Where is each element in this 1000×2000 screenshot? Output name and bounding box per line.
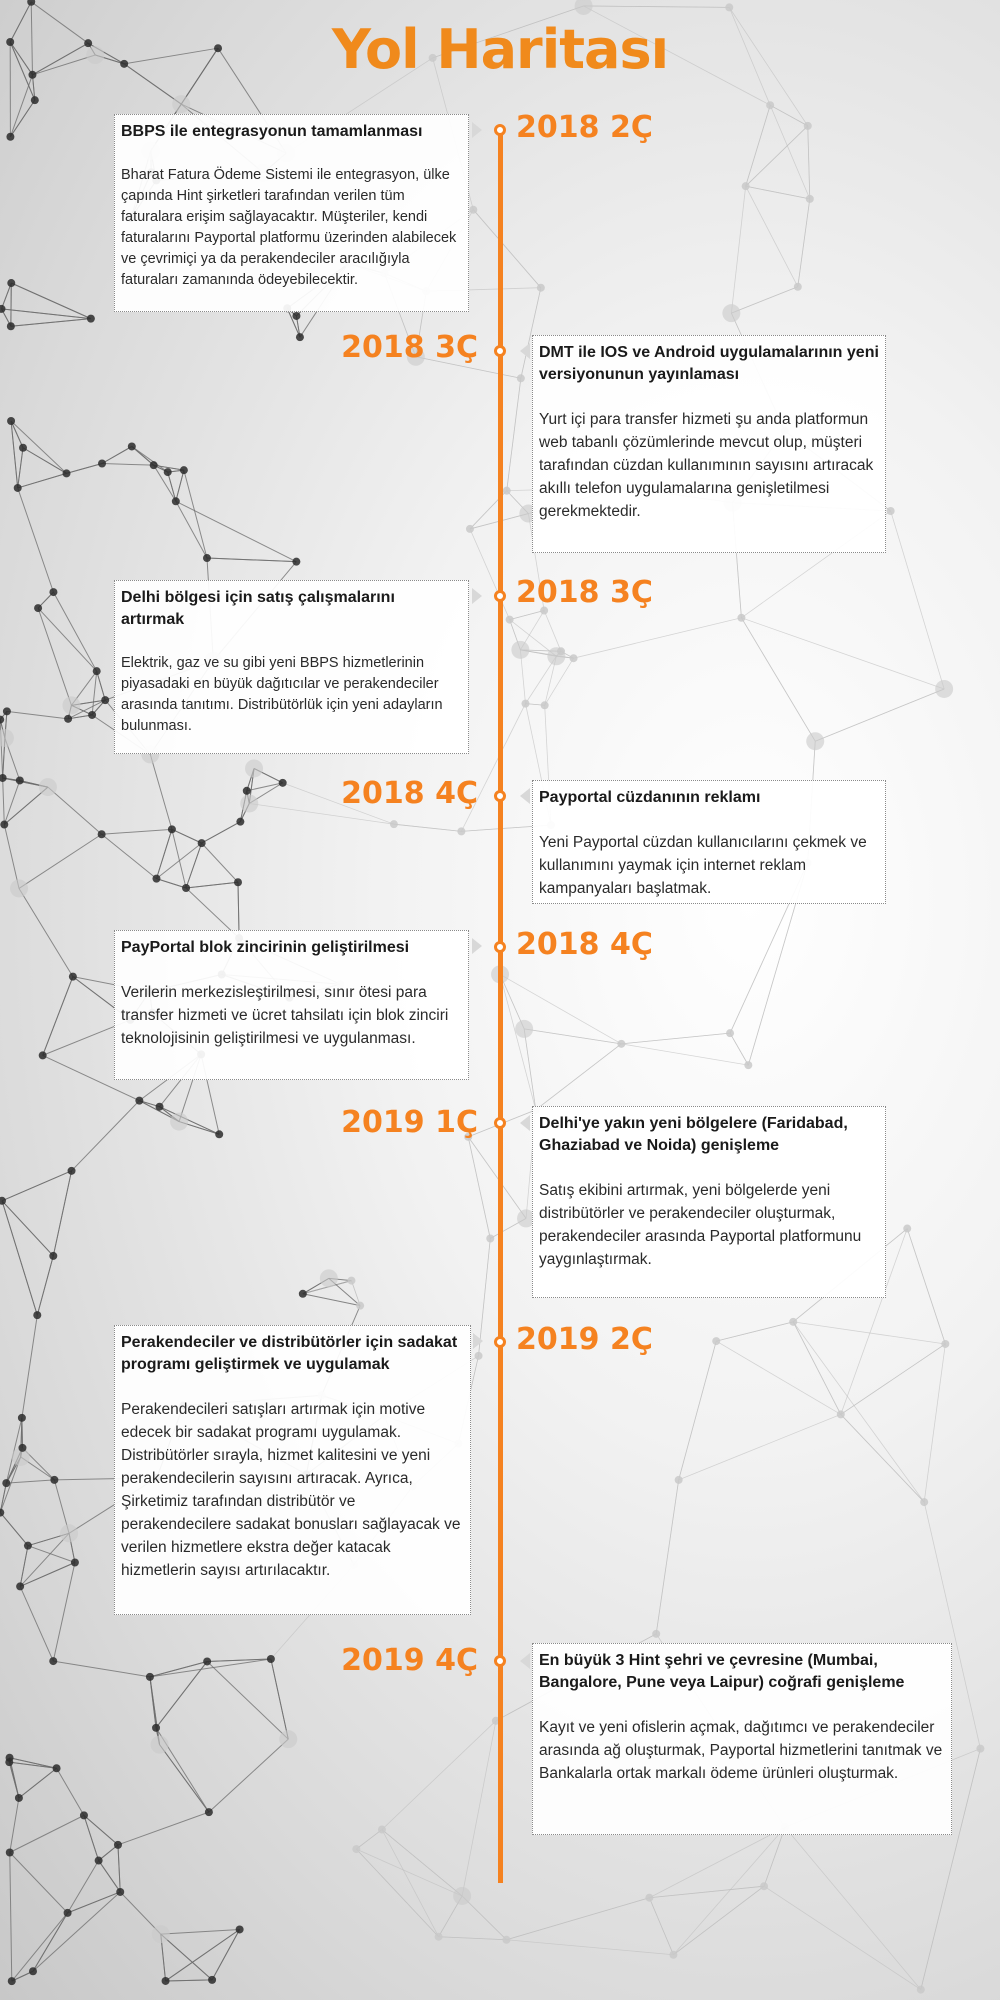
milestone-date: 2018 3Ç bbox=[516, 575, 653, 610]
milestone-card bbox=[114, 930, 469, 1080]
connector-arrow-icon bbox=[472, 122, 482, 138]
milestone-card bbox=[114, 114, 469, 312]
milestone-body: Yeni Payportal cüzdan kullanıcılarını çekmek ve kullanımını yaymak için internet reklam kampanyaları başlatmak. bbox=[539, 834, 867, 897]
timeline-node bbox=[494, 345, 506, 357]
page-title: Yol Haritası bbox=[331, 18, 669, 81]
connector-arrow-icon bbox=[472, 588, 482, 604]
connector-arrow-icon bbox=[520, 788, 530, 804]
timeline-node bbox=[494, 1117, 506, 1129]
milestone-heading: BBPS ile entegrasyonun tamamlanması bbox=[121, 123, 423, 140]
milestone-card bbox=[114, 580, 469, 754]
milestone-date: 2019 2Ç bbox=[516, 1322, 653, 1357]
milestone-heading: Delhi bölgesi için satış çalışmalarını artırmak bbox=[121, 589, 395, 628]
connector-arrow-icon bbox=[520, 1115, 530, 1131]
milestone-heading: DMT ile IOS ve Android uygulamalarının yeni versiyonunun yayınlaması bbox=[539, 344, 879, 383]
milestone-heading: Payportal cüzdanının reklamı bbox=[539, 789, 761, 806]
milestone-body: Satış ekibini artırmak, yeni bölgelerde yeni distribütörler ve perakendeciler oluşturmak, perakendeciler arasında Payportal platformunu yaygınlaştırmak. bbox=[539, 1182, 862, 1268]
milestone-date: 2018 2Ç bbox=[516, 110, 653, 145]
milestone-date: 2018 4Ç bbox=[341, 776, 478, 811]
milestone-body: Kayıt ve yeni ofislerin açmak, dağıtımcı ve perakendeciler arasında ağ oluşturmak, Payportal hizmetlerini tanıtmak ve Bankalarla ortak markalı ödeme ürünleri oluşturmak. bbox=[539, 1719, 943, 1782]
connector-arrow-icon bbox=[520, 343, 530, 359]
milestone-body: Verilerin merkezisleştirilmesi, sınır ötesi para transfer hizmeti ve ücret tahsilatı için blok zinciri teknolojisinin geliştirilmesi ve uygulanması. bbox=[121, 984, 449, 1047]
timeline-line bbox=[498, 128, 503, 1883]
milestone-date: 2019 1Ç bbox=[341, 1105, 478, 1140]
milestone-card bbox=[114, 1325, 471, 1615]
milestone-card bbox=[532, 1106, 886, 1298]
milestone-body: Yurt içi para transfer hizmeti şu anda platformun web tabanlı çözümlerinde mevcut olup, müşteri tarafından cüzdan kullanımının sayısını artıracak akıllı telefon uygulamalarına genişletilmesi gerekmektedir. bbox=[539, 411, 874, 520]
milestone-body: Elektrik, gaz ve su gibi yeni BBPS hizmetlerinin piyasadaki en büyük dağıtıcılar ve perakendeciler arasında tanıtımı. Distribütörlük için yeni adayların bulunması. bbox=[121, 655, 443, 734]
connector-arrow-icon bbox=[520, 1653, 530, 1669]
timeline-node bbox=[494, 124, 506, 136]
connector-arrow-icon bbox=[473, 1333, 483, 1349]
milestone-heading: Perakendeciler ve distribütörler için sadakat programı geliştirmek ve uygulamak bbox=[121, 1334, 458, 1373]
connector-arrow-icon bbox=[472, 938, 482, 954]
milestone-date: 2019 4Ç bbox=[341, 1643, 478, 1678]
milestone-heading: PayPortal blok zincirinin geliştirilmesi bbox=[121, 939, 410, 956]
timeline-node bbox=[494, 941, 506, 953]
milestone-body: Bharat Fatura Ödeme Sistemi ile entegrasyon, ülke çapında Hint şirketleri tarafından verilen tüm faturalara erişim sağlayacaktır. Müşteriler, kendi faturalarını Payportal platformu üzerinden alabilecek ve çevrimiçi ya da perakendeciler aracılığıyla faturaları zamanında ödeyebilecektir. bbox=[121, 167, 457, 288]
milestone-date: 2018 3Ç bbox=[341, 330, 478, 365]
milestone-card bbox=[532, 335, 886, 553]
milestone-heading: Delhi'ye yakın yeni bölgelere (Faridabad, Ghaziabad ve Noida) genişleme bbox=[539, 1115, 848, 1154]
milestone-card bbox=[532, 780, 886, 904]
milestone-date: 2018 4Ç bbox=[516, 927, 653, 962]
timeline-node bbox=[494, 590, 506, 602]
timeline-node bbox=[494, 1336, 506, 1348]
timeline-node bbox=[494, 1655, 506, 1667]
milestone-card bbox=[532, 1643, 952, 1835]
milestone-heading: En büyük 3 Hint şehri ve çevresine (Mumbai, Bangalore, Pune veya Laipur) coğrafi genişleme bbox=[539, 1652, 905, 1691]
timeline-node bbox=[494, 790, 506, 802]
milestone-body: Perakendecileri satışları artırmak için motive edecek bir sadakat programı uygulamak. Distribütörler sırayla, hizmet kalitesini ve yeni perakendecilerin sayısını artıracak. Ayrıca, Şirketimiz tarafından distribütör ve perakendecilere sadakat bonusları sağlayacak ve verilen hizmetlere ekstra değer katacak hizmetlerin sayısı artırılacaktır. bbox=[121, 1401, 461, 1579]
